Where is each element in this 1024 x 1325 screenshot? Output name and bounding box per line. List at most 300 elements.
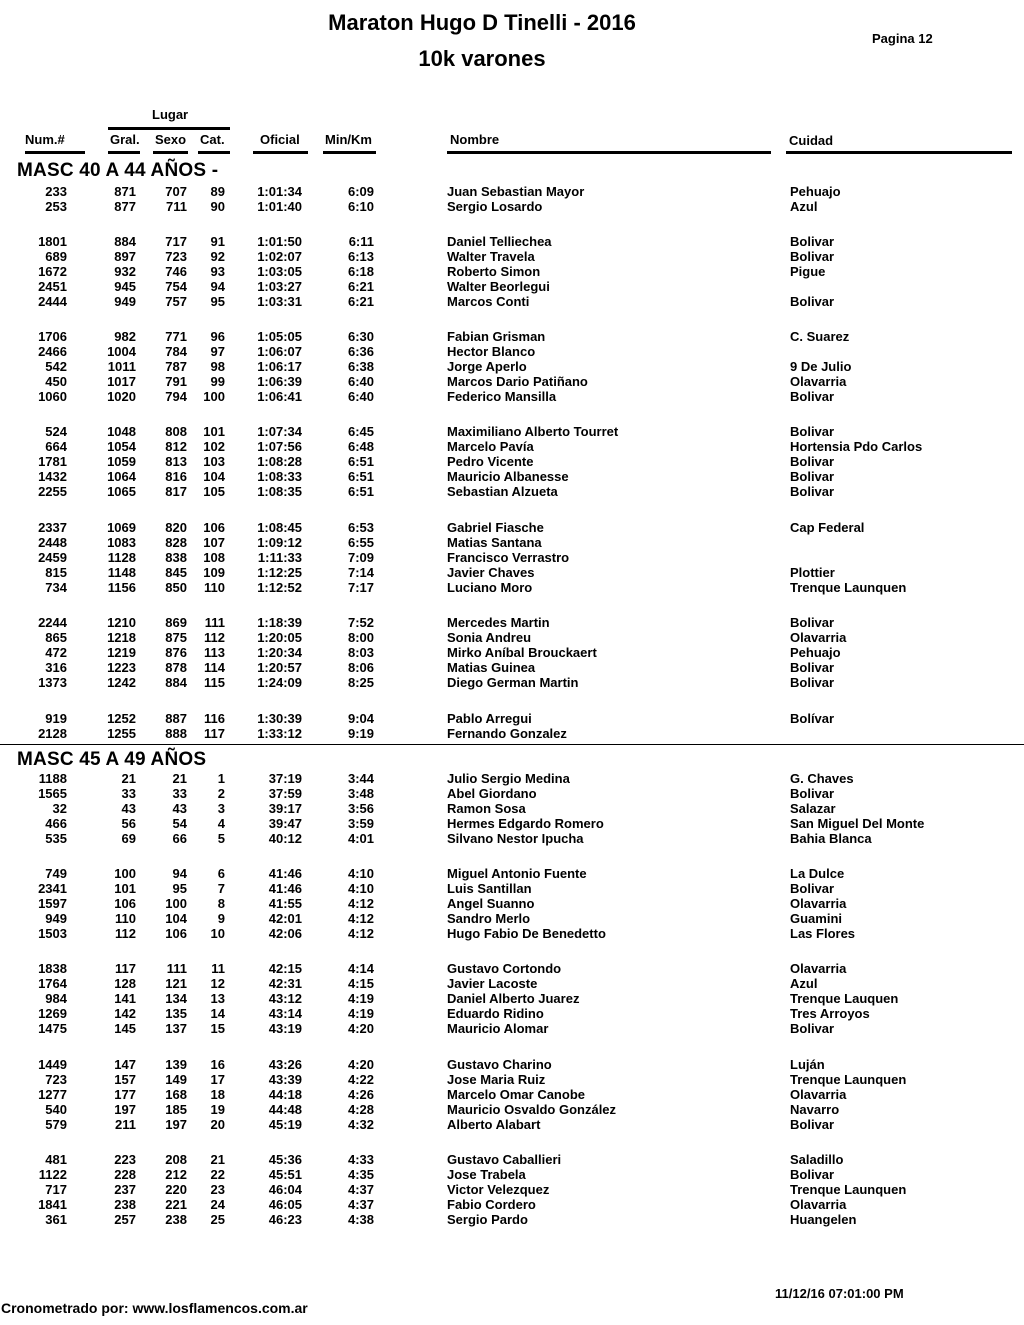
official-time: 1:20:05 [257,630,302,645]
gender-place: 95 [172,881,187,896]
category-place: 111 [204,615,225,630]
gender-place: 135 [165,1006,187,1021]
category-place: 101 [203,424,225,439]
pace: 6:11 [348,234,374,249]
gender-place: 711 [166,199,187,214]
table-row [0,264,1024,279]
pace: 4:35 [347,1167,374,1182]
gender-place: 197 [165,1117,187,1132]
overall-place: 1252 [107,711,136,726]
official-time: 41:46 [268,881,302,896]
overall-place: 228 [114,1167,136,1182]
gender-place: 106 [165,926,187,941]
gender-place: 812 [165,439,187,454]
overall-place: 147 [114,1057,136,1072]
pace: 4:20 [347,1057,374,1072]
table-row [0,454,1024,469]
category-place: 90 [210,199,225,214]
pace: 4:12 [347,896,374,911]
runner-name: Walter Travela [447,249,535,264]
category-place: 104 [203,469,225,484]
pace: 4:10 [347,881,374,896]
gender-place: 771 [165,329,187,344]
ciudad-header: Cuidad [789,133,834,148]
city: Azul [790,199,818,214]
table-row [0,520,1024,535]
city: Bolivar [790,469,835,484]
table-row [0,991,1024,1006]
city: Pehuajo [790,645,841,660]
pace: 6:45 [347,424,374,439]
gender-place: 137 [165,1021,187,1036]
runner-name: Jorge Aperlo [447,359,527,374]
table-row [0,896,1024,911]
pace: 7:52 [347,615,374,630]
gender-place: 185 [165,1102,187,1117]
city: Trenque Launquen [790,1072,907,1087]
table-row [0,831,1024,846]
category-place: 20 [210,1117,225,1132]
gender-place: 850 [165,580,187,595]
city: Huangelen [790,1212,857,1227]
bib-number: 1565 [38,786,67,801]
city: C. Suarez [790,329,850,344]
table-row [0,1182,1024,1197]
gender-place: 754 [165,279,187,294]
runner-name: Sergio Losardo [447,199,543,214]
runner-name: Mauricio Osvaldo González [447,1102,617,1117]
table-row [0,786,1024,801]
category-place: 13 [210,991,225,1006]
official-time: 46:05 [268,1197,302,1212]
gender-place: 43 [172,801,187,816]
city: Bolivar [790,249,835,264]
pace: 6:48 [347,439,374,454]
overall-place: 106 [114,896,136,911]
city: Bolivar [790,454,835,469]
category-place: 114 [204,660,225,675]
runner-name: Gustavo Caballieri [447,1152,562,1167]
city: Pehuajo [790,184,841,199]
official-time: 40:12 [268,831,302,846]
table-row [0,439,1024,454]
runner-name: Victor Velezquez [447,1182,550,1197]
pace: 6:51 [347,469,374,484]
table-row [0,424,1024,439]
pace: 6:53 [347,520,374,535]
bib-number: 1764 [38,976,67,991]
table-row [0,675,1024,690]
overall-place: 1011 [107,359,136,374]
overall-place: 884 [114,234,136,249]
bib-number: 919 [45,711,67,726]
runner-name: Luciano Moro [447,580,533,595]
pace: 7:14 [347,565,374,580]
table-row [0,389,1024,404]
overall-place: 145 [114,1021,136,1036]
city: Navarro [790,1102,840,1117]
bib-number: 1060 [38,389,67,404]
overall-place: 197 [114,1102,136,1117]
bib-number: 32 [52,801,67,816]
bib-number: 450 [45,374,67,389]
overall-place: 112 [115,926,136,941]
gender-place: 723 [165,249,187,264]
bib-number: 466 [45,816,67,831]
official-time: 43:26 [268,1057,302,1072]
nombre-underline [447,151,771,154]
category-place: 102 [203,439,225,454]
table-row [0,711,1024,726]
runner-name: Ramon Sosa [447,801,526,816]
print-timestamp: 11/12/16 07:01:00 PM [775,1286,904,1301]
table-row [0,249,1024,264]
city: San Miguel Del Monte [790,816,925,831]
runner-name: Fabian Grisman [447,329,546,344]
official-time: 1:08:45 [257,520,302,535]
pace: 4:37 [347,1182,374,1197]
runner-name: Pablo Arregui [447,711,532,726]
bib-number: 664 [45,439,67,454]
official-time: 1:07:34 [257,424,302,439]
runner-name: Roberto Simon [447,264,541,279]
official-time: 1:06:39 [257,374,302,389]
gender-place: 208 [165,1152,187,1167]
pace: 6:36 [347,344,374,359]
overall-place: 1223 [107,660,136,675]
city: Bolivar [790,1021,835,1036]
overall-place: 1128 [107,550,136,565]
bib-number: 1838 [38,961,67,976]
table-row [0,660,1024,675]
bib-number: 2341 [38,881,67,896]
category-place: 1 [217,771,225,786]
category-place: 94 [210,279,225,294]
runner-name: Fernando Gonzalez [447,726,567,741]
pace: 6:38 [347,359,374,374]
city: Hortensia Pdo Carlos [790,439,923,454]
runner-name: Luis Santillan [447,881,532,896]
gender-place: 757 [165,294,187,309]
official-time: 1:03:27 [257,279,302,294]
runner-name: Abel Giordano [447,786,537,801]
runner-name: Daniel Telliechea [447,234,552,249]
lugar-header: Lugar [152,107,189,122]
gender-place: 717 [165,234,187,249]
pace: 6:18 [347,264,374,279]
bib-number: 2128 [38,726,67,741]
overall-place: 945 [114,279,136,294]
bib-number: 1672 [38,264,67,279]
runner-name: Sandro Merlo [447,911,531,926]
runner-name: Marcos Dario Patiñano [447,374,588,389]
official-time: 1:03:31 [257,294,302,309]
category-place: 2 [217,786,225,801]
gender-place: 21 [172,771,187,786]
pace: 4:01 [347,831,374,846]
overall-place: 238 [114,1197,136,1212]
category-place: 22 [210,1167,225,1182]
official-time: 1:33:12 [257,726,302,741]
official-time: 1:06:17 [257,359,302,374]
overall-place: 897 [114,249,136,264]
runner-name: Marcelo Omar Canobe [447,1087,585,1102]
table-row [0,1087,1024,1102]
overall-place: 223 [114,1152,136,1167]
pace: 9:19 [347,726,374,741]
city: Bolivar [790,484,835,499]
pace: 3:56 [347,801,374,816]
gender-place: 813 [165,454,187,469]
bib-number: 1269 [38,1006,67,1021]
table-row [0,329,1024,344]
overall-place: 157 [114,1072,136,1087]
gender-place: 787 [165,359,187,374]
table-row [0,976,1024,991]
official-time: 1:12:25 [257,565,302,580]
city: Bolivar [790,660,835,675]
category-place: 115 [204,675,225,690]
official-time: 1:08:35 [257,484,302,499]
bib-number: 2255 [38,484,67,499]
runner-name: Fabio Cordero [447,1197,536,1212]
category-place: 95 [210,294,225,309]
category-place: 24 [210,1197,225,1212]
pace: 6:51 [347,484,374,499]
bib-number: 1449 [38,1057,67,1072]
cat-header: Cat. [200,132,225,147]
table-row [0,184,1024,199]
gender-place: 149 [165,1072,187,1087]
category-place: 25 [210,1212,225,1227]
official-time: 1:07:56 [257,439,302,454]
overall-place: 211 [115,1117,136,1132]
pace: 6:21 [347,294,374,309]
runner-name: Silvano Nestor Ipucha [447,831,584,846]
category-place: 6 [217,866,225,881]
city: Olavarria [790,630,847,645]
official-time: 41:46 [268,866,302,881]
runner-name: Sonia Andreu [447,630,532,645]
num-header: Num.# [25,132,65,147]
city: Bolivar [790,1117,835,1132]
city: Bahia Blanca [790,831,872,846]
table-row [0,565,1024,580]
pace: 4:32 [347,1117,374,1132]
nombre-header: Nombre [450,132,500,147]
gender-place: 869 [165,615,187,630]
official-time: 42:06 [268,926,302,941]
bib-number: 984 [45,991,67,1006]
bib-number: 1781 [38,454,67,469]
overall-place: 1242 [107,675,136,690]
runner-name: Alberto Alabart [447,1117,541,1132]
official-time: 43:19 [268,1021,302,1036]
gender-place: 221 [165,1197,187,1212]
city: Luján [790,1057,825,1072]
gender-place: 817 [165,484,187,499]
overall-place: 21 [121,771,136,786]
table-row [0,344,1024,359]
official-time: 43:12 [268,991,302,1006]
gender-place: 139 [165,1057,187,1072]
city: Azul [790,976,818,991]
overall-place: 1004 [107,344,136,359]
category-place: 113 [204,645,225,660]
pace: 8:06 [347,660,374,675]
pace: 6:40 [347,389,374,404]
ciudad-underline [786,151,1012,154]
category-place: 8 [217,896,225,911]
gral-underline [108,151,140,154]
overall-place: 56 [121,816,136,831]
category-place: 92 [210,249,225,264]
runner-name: Francisco Verrastro [447,550,570,565]
runner-name: Gustavo Cortondo [447,961,562,976]
table-row [0,535,1024,550]
category-place: 117 [204,726,225,741]
overall-place: 141 [114,991,136,1006]
overall-place: 1054 [107,439,136,454]
gender-place: 134 [165,991,187,1006]
overall-place: 101 [114,881,136,896]
bib-number: 472 [45,645,67,660]
official-time: 1:02:07 [257,249,302,264]
official-time: 37:59 [268,786,302,801]
overall-place: 110 [115,911,136,926]
overall-place: 1148 [107,565,136,580]
category-place: 108 [203,550,225,565]
category-place: 16 [210,1057,225,1072]
gender-place: 212 [165,1167,187,1182]
pace: 3:44 [347,771,374,786]
gender-place: 808 [165,424,187,439]
pace: 6:10 [347,199,374,214]
category-place: 100 [203,389,225,404]
bib-number: 579 [45,1117,67,1132]
official-time: 1:11:33 [257,550,302,565]
table-row [0,645,1024,660]
bib-number: 1475 [38,1021,67,1036]
bib-number: 949 [45,911,67,926]
overall-place: 1218 [107,630,136,645]
bib-number: 2466 [38,344,67,359]
category-place: 109 [203,565,225,580]
bib-number: 815 [45,565,67,580]
city: Trenque Launquen [790,1182,907,1197]
table-row [0,1197,1024,1212]
city: Bolivar [790,389,835,404]
gender-place: 121 [165,976,187,991]
pace: 4:14 [347,961,374,976]
category-place: 21 [210,1152,225,1167]
runner-name: Jose Maria Ruiz [447,1072,546,1087]
official-time: 42:31 [268,976,302,991]
table-row [0,294,1024,309]
runner-name: Javier Chaves [447,565,535,580]
city: Bolivar [790,615,835,630]
city: Saladillo [790,1152,844,1167]
table-row [0,816,1024,831]
pace: 6:21 [347,279,374,294]
bib-number: 2459 [38,550,67,565]
official-time: 1:01:40 [257,199,302,214]
category-place: 15 [210,1021,225,1036]
city: Olavarria [790,374,847,389]
official-time: 37:19 [268,771,302,786]
gral-header: Gral. [110,132,140,147]
bib-number: 1503 [38,926,67,941]
runner-name: Gustavo Charino [447,1057,552,1072]
official-time: 43:14 [268,1006,302,1021]
gender-place: 220 [165,1182,187,1197]
gender-place: 828 [165,535,187,550]
page-title: Maraton Hugo D Tinelli - 2016 [328,10,636,35]
official-time: 41:55 [268,896,302,911]
official-time: 1:20:34 [257,645,302,660]
table-row [0,961,1024,976]
table-row [0,1072,1024,1087]
pace: 9:04 [347,711,374,726]
runner-name: Mauricio Albanesse [447,469,569,484]
pace: 4:38 [347,1212,374,1227]
city: La Dulce [790,866,845,881]
table-row [0,1212,1024,1227]
pace: 8:25 [347,675,374,690]
city: Salazar [790,801,836,816]
category-place: 93 [210,264,225,279]
pace: 8:03 [347,645,374,660]
runner-name: Walter Beorlegui [447,279,550,294]
pace: 3:59 [347,816,374,831]
city: Guamini [790,911,843,926]
overall-place: 257 [114,1212,136,1227]
table-row [0,726,1024,741]
bib-number: 316 [45,660,67,675]
category-place: 98 [210,359,225,374]
overall-place: 1210 [107,615,136,630]
official-time: 44:18 [268,1087,302,1102]
table-row [0,1021,1024,1036]
category-place: 99 [210,374,225,389]
runner-name: Hugo Fabio De Benedetto [447,926,606,941]
official-time: 1:06:07 [257,344,302,359]
category-place: 10 [210,926,225,941]
overall-place: 100 [114,866,136,881]
runner-name: Sergio Pardo [447,1212,528,1227]
gender-place: 791 [165,374,187,389]
overall-place: 949 [114,294,136,309]
table-row [0,1152,1024,1167]
bib-number: 2244 [38,615,67,630]
overall-place: 877 [114,199,136,214]
pace: 6:09 [347,184,374,199]
category-heading: MASC 40 A 44 AÑOS - [17,160,219,181]
overall-place: 1048 [107,424,136,439]
pace: 4:28 [347,1102,374,1117]
category-place: 112 [204,630,225,645]
pace: 4:37 [347,1197,374,1212]
bib-number: 1188 [38,771,67,786]
official-time: 42:15 [268,961,302,976]
bib-number: 723 [45,1072,67,1087]
official-time: 1:05:05 [257,329,302,344]
table-row [0,199,1024,214]
official-time: 1:30:39 [257,711,302,726]
overall-place: 128 [114,976,136,991]
runner-name: Mirko Aníbal Brouckaert [447,645,597,660]
bib-number: 1597 [38,896,67,911]
